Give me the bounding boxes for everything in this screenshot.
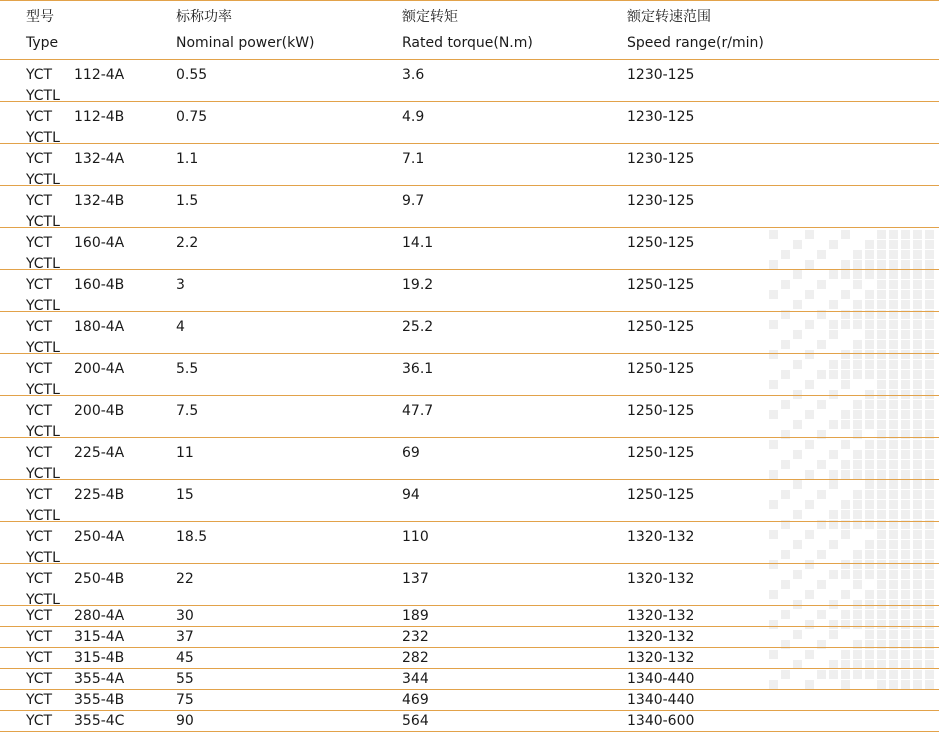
cell-speed: 1320-132: [627, 571, 695, 587]
cell-power: 3: [176, 277, 185, 293]
cell-power: 75: [176, 692, 194, 708]
table-row: [0, 354, 939, 396]
cell-model: 160-4B: [74, 277, 125, 293]
cell-torque: 25.2: [402, 319, 434, 335]
cell-power: 11: [176, 445, 194, 461]
header-speed-zh: 额定转速范围: [627, 9, 711, 25]
cell-type-secondary: YCTL: [26, 214, 60, 230]
cell-model: 112-4A: [74, 67, 125, 83]
cell-speed: 1250-125: [627, 445, 695, 461]
header-torque-en: Rated torque(N.m): [402, 35, 533, 51]
table-row: [0, 396, 939, 438]
table-row: [0, 312, 939, 354]
cell-type: YCT: [26, 319, 53, 335]
cell-type: YCT: [26, 109, 53, 125]
cell-torque: 4.9: [402, 109, 425, 125]
table-row: [0, 144, 939, 186]
cell-type: YCT: [26, 235, 53, 251]
cell-type: YCT: [26, 571, 53, 587]
cell-type: YCT: [26, 692, 53, 708]
header-power-en: Nominal power(kW): [176, 35, 315, 51]
cell-power: 1.1: [176, 151, 199, 167]
cell-power: 5.5: [176, 361, 199, 377]
table-row: [0, 606, 939, 627]
cell-speed: 1250-125: [627, 319, 695, 335]
table-row: [0, 228, 939, 270]
table-row: [0, 669, 939, 690]
table-row: [0, 711, 939, 732]
table-row: [0, 186, 939, 228]
cell-power: 15: [176, 487, 194, 503]
cell-type-secondary: YCTL: [26, 340, 60, 356]
cell-torque: 3.6: [402, 67, 425, 83]
table-row: [0, 60, 939, 102]
cell-type: YCT: [26, 629, 53, 645]
cell-type: YCT: [26, 487, 53, 503]
cell-power: 0.55: [176, 67, 208, 83]
cell-type: YCT: [26, 361, 53, 377]
cell-power: 2.2: [176, 235, 199, 251]
cell-type: YCT: [26, 650, 53, 666]
cell-speed: 1320-132: [627, 608, 695, 624]
cell-model: 132-4B: [74, 193, 125, 209]
cell-torque: 232: [402, 629, 429, 645]
cell-power: 1.5: [176, 193, 199, 209]
header-type-zh: 型号: [26, 9, 54, 25]
cell-torque: 469: [402, 692, 429, 708]
cell-model: 355-4B: [74, 692, 125, 708]
cell-power: 37: [176, 629, 194, 645]
cell-power: 55: [176, 671, 194, 687]
table-row: [0, 522, 939, 564]
cell-type-secondary: YCTL: [26, 88, 60, 104]
cell-torque: 344: [402, 671, 429, 687]
cell-speed: 1250-125: [627, 403, 695, 419]
header-torque-zh: 额定转矩: [402, 9, 458, 25]
cell-type: YCT: [26, 67, 53, 83]
table-row: [0, 438, 939, 480]
table-row: [0, 480, 939, 522]
cell-power: 45: [176, 650, 194, 666]
cell-type: YCT: [26, 445, 53, 461]
cell-type-secondary: YCTL: [26, 592, 60, 608]
cell-speed: 1250-125: [627, 361, 695, 377]
cell-torque: 94: [402, 487, 420, 503]
cell-type-secondary: YCTL: [26, 256, 60, 272]
cell-torque: 19.2: [402, 277, 434, 293]
table-row: [0, 648, 939, 669]
cell-speed: 1340-440: [627, 692, 695, 708]
cell-speed: 1320-132: [627, 629, 695, 645]
cell-power: 22: [176, 571, 194, 587]
cell-speed: 1250-125: [627, 235, 695, 251]
cell-speed: 1230-125: [627, 109, 695, 125]
table-row: [0, 102, 939, 144]
cell-type: YCT: [26, 277, 53, 293]
cell-speed: 1250-125: [627, 487, 695, 503]
cell-speed: 1230-125: [627, 67, 695, 83]
cell-torque: 189: [402, 608, 429, 624]
cell-model: 355-4A: [74, 671, 125, 687]
cell-power: 7.5: [176, 403, 199, 419]
cell-torque: 282: [402, 650, 429, 666]
cell-torque: 137: [402, 571, 429, 587]
cell-model: 355-4C: [74, 713, 125, 729]
cell-speed: 1250-125: [627, 277, 695, 293]
cell-power: 0.75: [176, 109, 208, 125]
table-row: [0, 627, 939, 648]
cell-torque: 7.1: [402, 151, 425, 167]
cell-type-secondary: YCTL: [26, 298, 60, 314]
cell-speed: 1340-440: [627, 671, 695, 687]
cell-type-secondary: YCTL: [26, 550, 60, 566]
cell-model: 280-4A: [74, 608, 125, 624]
cell-torque: 14.1: [402, 235, 434, 251]
cell-type-secondary: YCTL: [26, 172, 60, 188]
cell-type-secondary: YCTL: [26, 382, 60, 398]
cell-speed: 1320-132: [627, 529, 695, 545]
table-row: [0, 564, 939, 606]
cell-type: YCT: [26, 713, 53, 729]
cell-model: 225-4A: [74, 445, 125, 461]
cell-model: 200-4B: [74, 403, 125, 419]
cell-model: 250-4B: [74, 571, 125, 587]
cell-model: 315-4A: [74, 629, 125, 645]
cell-model: 112-4B: [74, 109, 125, 125]
cell-torque: 36.1: [402, 361, 434, 377]
cell-torque: 110: [402, 529, 429, 545]
cell-torque: 9.7: [402, 193, 425, 209]
cell-type-secondary: YCTL: [26, 466, 60, 482]
cell-model: 315-4B: [74, 650, 125, 666]
table-body: [0, 60, 939, 732]
cell-model: 160-4A: [74, 235, 125, 251]
cell-torque: 47.7: [402, 403, 434, 419]
cell-type: YCT: [26, 151, 53, 167]
table-row: [0, 690, 939, 711]
header-type-en: Type: [26, 35, 59, 51]
cell-speed: 1230-125: [627, 193, 695, 209]
cell-power: 4: [176, 319, 185, 335]
cell-model: 180-4A: [74, 319, 125, 335]
cell-type: YCT: [26, 403, 53, 419]
cell-type-secondary: YCTL: [26, 130, 60, 146]
header-power-zh: 标称功率: [176, 9, 232, 25]
table-row: [0, 270, 939, 312]
cell-power: 30: [176, 608, 194, 624]
cell-torque: 564: [402, 713, 429, 729]
table-header: [0, 0, 939, 60]
cell-model: 250-4A: [74, 529, 125, 545]
cell-power: 18.5: [176, 529, 208, 545]
cell-speed: 1230-125: [627, 151, 695, 167]
cell-model: 225-4B: [74, 487, 125, 503]
cell-type: YCT: [26, 193, 53, 209]
cell-model: 200-4A: [74, 361, 125, 377]
cell-speed: 1340-600: [627, 713, 695, 729]
cell-torque: 69: [402, 445, 420, 461]
cell-type-secondary: YCTL: [26, 508, 60, 524]
cell-power: 90: [176, 713, 194, 729]
cell-type: YCT: [26, 608, 53, 624]
cell-type-secondary: YCTL: [26, 424, 60, 440]
cell-model: 132-4A: [74, 151, 125, 167]
cell-speed: 1320-132: [627, 650, 695, 666]
cell-type: YCT: [26, 671, 53, 687]
header-speed-en: Speed range(r/min): [627, 35, 764, 51]
cell-type: YCT: [26, 529, 53, 545]
